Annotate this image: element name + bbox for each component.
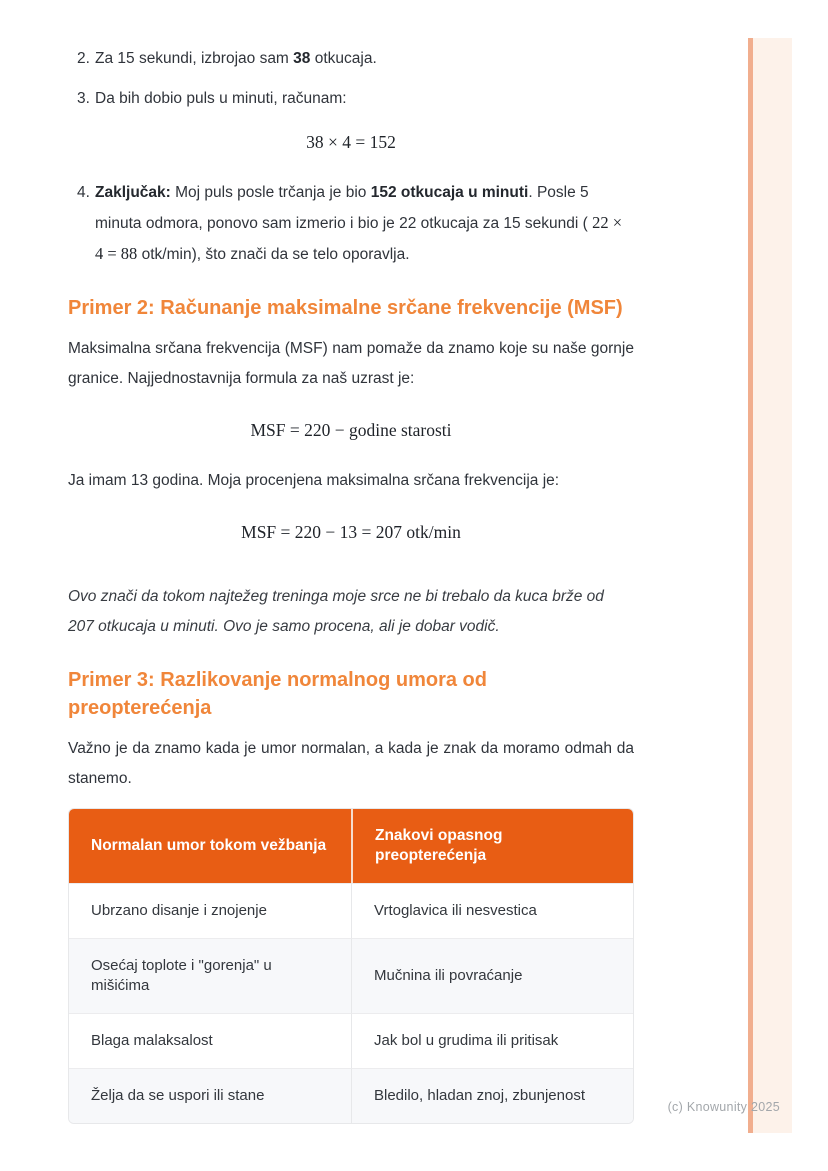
formula-pulse-calculation: 38 × 4 = 152 — [306, 132, 396, 152]
table-cell: Osećaj toplote i "gorenja" u mišićima — [69, 938, 351, 1013]
bold-label: Zaključak: — [95, 184, 171, 201]
table-head — [69, 809, 633, 883]
table-header-cell: Znakovi opasnog preopterećenja — [351, 809, 633, 883]
table-row — [69, 1013, 633, 1068]
list-item-text: otk/min), što znači da se telo oporavlja. — [137, 246, 410, 263]
table-body — [69, 883, 633, 1123]
list-number: 2. — [77, 50, 90, 67]
paragraph-msf-intro: Maksimalna srčana frekvencija (MSF) nam pomaže da znamo koje su naše gornje granice. Najjednostavnija formula za naš uzrast je: — [68, 340, 634, 387]
list-item-text: otkucaja. — [310, 50, 377, 67]
table-cell: Želja da se uspori ili stane — [69, 1068, 351, 1123]
formula-msf-result: MSF = 220 − 13 = 207 otk/min — [241, 522, 461, 542]
list-item-4 — [68, 178, 634, 270]
table-row — [69, 883, 633, 938]
footer-copyright: (c) Knowunity 2025 — [667, 1100, 780, 1114]
fatigue-comparison-table — [68, 808, 634, 1124]
table-cell: Bledilo, hladan znoj, zbunjenost — [351, 1068, 633, 1123]
list-item-text: Moj puls posle trčanja je bio — [170, 184, 371, 201]
list-item-3 — [68, 84, 634, 114]
list-item-text: . Posle 5 minuta odmora, ponovo sam izmerio i bio je 22 otkucaja za 15 sekundi ( — [95, 184, 593, 232]
paragraph-table-intro: Važno je da znamo kada je umor normalan, a kada je znak da moramo odmah da stanemo. — [68, 740, 634, 787]
table-cell: Mučnina ili povraćanje — [351, 938, 633, 1013]
table-cell: Vrtoglavica ili nesvestica — [351, 883, 633, 938]
bold-value: 152 otkucaja u minuti — [370, 184, 529, 201]
inline-formula: 22 × 4 = 88 — [95, 213, 623, 263]
table-row — [69, 938, 633, 1013]
table-header-cell: Normalan umor tokom vežbanja — [69, 809, 351, 883]
list-number: 4. — [77, 184, 90, 201]
paragraph-age: Ja imam 13 godina. Moja procenjena maksimalna srčana frekvencija je: — [68, 472, 560, 489]
formula-msf-general: MSF = 220 − godine starosti — [250, 420, 452, 440]
table-cell: Jak bol u grudima ili pritisak — [351, 1013, 633, 1068]
list-item-text: Da bih dobio puls u minuti, računam: — [95, 90, 347, 107]
bold-value: 38 — [293, 50, 311, 67]
table-cell: Blaga malaksalost — [69, 1013, 351, 1068]
table-row — [69, 1068, 633, 1123]
list-item-2 — [68, 44, 634, 74]
list-item-text: Za 15 sekundi, izbrojao sam — [95, 50, 294, 67]
document-content — [68, 0, 634, 1124]
table-cell: Ubrzano disanje i znojenje — [69, 883, 351, 938]
decorative-side-stripe — [748, 38, 792, 1133]
section-heading-primer-2: Primer 2: Računanje maksimalne srčane frekvencije (MSF) — [68, 297, 623, 319]
paragraph-note-italic: Ovo znači da tokom najtežeg treninga moje srce ne bi trebalo da kuca brže od 207 otkucaja u minuti. Ovo je samo procena, ali je dobar vodič. — [68, 588, 604, 635]
section-heading-primer-3: Primer 3: Razlikovanje normalnog umora od preopterećenja — [68, 669, 487, 719]
list-number: 3. — [77, 90, 90, 107]
table-header-row — [69, 809, 633, 883]
